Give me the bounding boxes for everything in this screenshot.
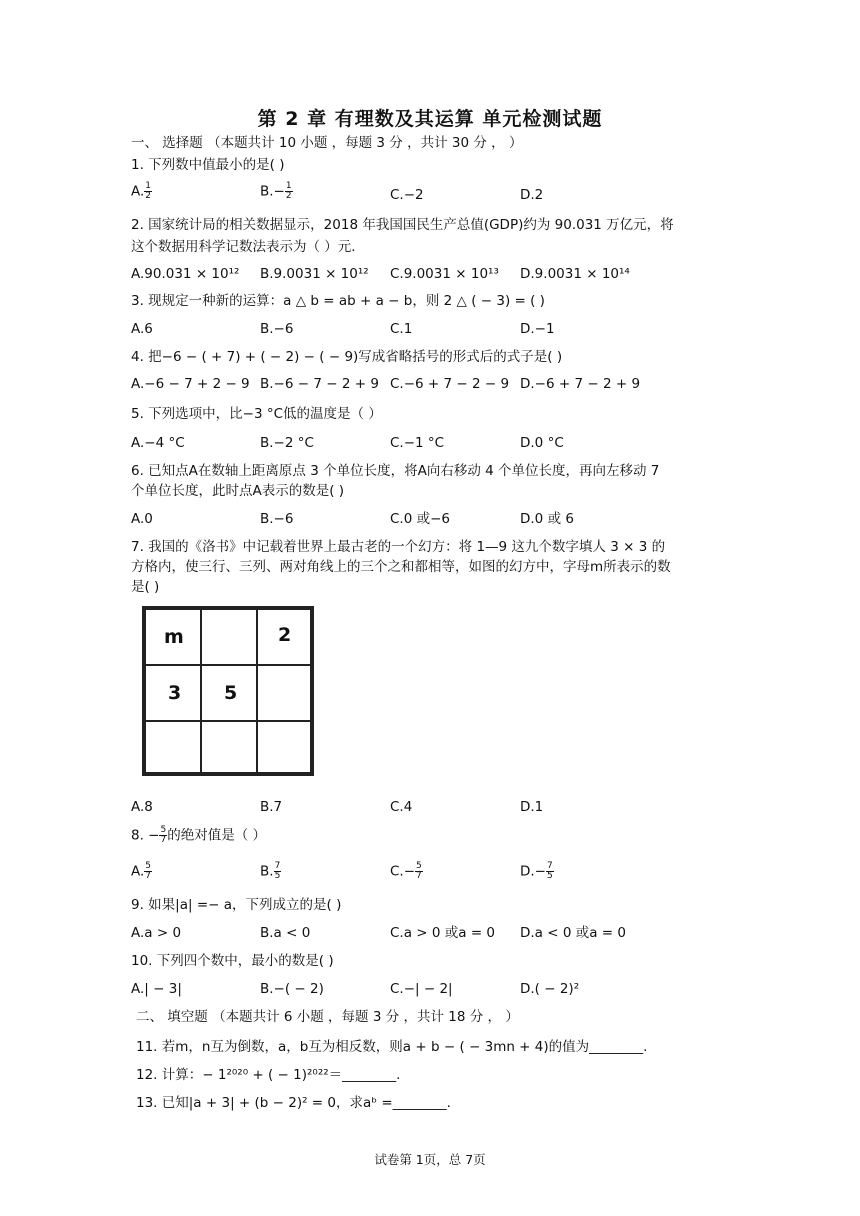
q4-option-d: D.−6 + 7 − 2 + 9: [520, 376, 641, 392]
q3-option-d: D.−1: [520, 321, 555, 337]
question-7-line-1: 7. 我国的《洛书》中记载着世界上最古老的一个幻方：将 1—9 这九个数字填人 3 × 3 的: [131, 539, 666, 555]
question-2-line-2: 这个数据用科学记数法表示为（ ）元.: [131, 239, 356, 255]
q4-option-c: C.−6 + 7 − 2 − 9: [390, 376, 510, 392]
q2-option-c: C.9.0031 × 10¹³: [390, 266, 499, 282]
q6-option-c: C.0 或−6: [390, 511, 450, 527]
magic-square-cell: [145, 721, 201, 773]
question-11: 11. 若m，n互为倒数，a，b互为相反数，则a + b − ( − 3mn + 4)的值为________.: [136, 1039, 648, 1055]
question-12: 12. 计算：− 1²⁰²⁰ + ( − 1)²⁰²²＝________.: [136, 1067, 401, 1083]
section-heading-fill-in: 二、 填空题 （本题共计 6 小题 ，每题 3 分 ，共计 18 分 ， ）: [136, 1009, 519, 1025]
question-1: 1. 下列数中值最小的是( ): [131, 157, 285, 173]
q8-option-d: D.− $\frac{7}{5}$: [520, 861, 553, 881]
q1-option-a: A. $\frac{1}{2}$: [131, 181, 152, 201]
magic-square-cell: [201, 721, 257, 773]
magic-square-cell: m: [145, 609, 201, 665]
q9-option-c: C.a > 0 或a = 0: [390, 925, 496, 941]
magic-square-figure: [142, 606, 314, 776]
q6-option-b: B.−6: [260, 511, 294, 527]
q3-option-c: C.1: [390, 321, 413, 337]
question-7-line-2: 方格内，使三行、三列、两对角线上的三个之和都相等，如图的幻方中，字母m所表示的数: [131, 559, 671, 575]
q5-option-a: A.−4 °C: [131, 435, 185, 451]
question-6-line-1: 6. 已知点A在数轴上距离原点 3 个单位长度，将A向右移动 4 个单位长度，再向左移动 7: [131, 463, 660, 479]
question-9: 9. 如果|a| =− a，下列成立的是( ): [131, 897, 342, 913]
q9-option-a: A.a > 0: [131, 925, 182, 941]
magic-square-cell: [257, 721, 311, 773]
q2-option-b: B.9.0031 × 10¹²: [260, 266, 369, 282]
q8-option-a: A. $\frac{5}{7}$: [131, 861, 152, 881]
page-title: 第 2 章 有理数及其运算 单元检测试题: [257, 108, 603, 130]
q10-option-d: D.( − 2)²: [520, 981, 580, 997]
magic-square-cell: [201, 609, 257, 665]
q5-option-b: B.−2 °C: [260, 435, 314, 451]
magic-square-cell: 2: [257, 609, 311, 665]
q7-option-b: B.7: [260, 799, 283, 815]
magic-square-cell: [257, 665, 311, 721]
magic-square-cell: 3: [145, 665, 201, 721]
question-8: 8. − $\frac{5}{7}$ 的绝对值是（ ）: [131, 825, 267, 845]
q7-option-c: C.4: [390, 799, 413, 815]
question-7-line-3: 是( ): [131, 579, 160, 595]
q7-option-a: A.8: [131, 799, 153, 815]
q10-option-b: B.−( − 2): [260, 981, 324, 997]
question-13: 13. 已知|a + 3| + (b − 2)² = 0，求aᵇ =________.: [136, 1095, 451, 1111]
q4-option-b: B.−6 − 7 − 2 + 9: [260, 376, 379, 392]
q6-option-a: A.0: [131, 511, 153, 527]
section-heading-choice: 一、 选择题 （本题共计 10 小题 ，每题 3 分 ，共计 30 分 ， ）: [131, 135, 523, 151]
q5-option-d: D.0 °C: [520, 435, 564, 451]
q10-option-c: C.−| − 2|: [390, 981, 453, 997]
question-6-line-2: 个单位长度，此时点A表示的数是( ): [131, 483, 345, 499]
q8-option-c: C.− $\frac{5}{7}$: [390, 861, 422, 881]
q10-option-a: A.| − 3|: [131, 981, 182, 997]
q2-option-a: A.90.031 × 10¹²: [131, 266, 240, 282]
q3-option-b: B.−6: [260, 321, 294, 337]
q8-option-b: B. $\frac{7}{5}$: [260, 861, 281, 881]
q6-option-d: D.0 或 6: [520, 511, 574, 527]
page-footer: 试卷第 1页，总 7页: [374, 1152, 486, 1167]
question-4: 4. 把−6 − ( + 7) + ( − 2) − ( − 9)写成省略括号的形式后的式子是( ): [131, 349, 563, 365]
question-2-line-1: 2. 国家统计局的相关数据显示，2018 年我国国民生产总值(GDP)约为 90.031 万亿元，将: [131, 217, 674, 233]
q2-option-d: D.9.0031 × 10¹⁴: [520, 266, 630, 282]
magic-square-cell: 5: [201, 665, 257, 721]
question-3: 3. 现规定一种新的运算：a △ b = ab + a − b，则 2 △ ( − 3) = ( ): [131, 293, 545, 309]
q4-option-a: A.−6 − 7 + 2 − 9: [131, 376, 250, 392]
q7-option-d: D.1: [520, 799, 544, 815]
q3-option-a: A.6: [131, 321, 153, 337]
q1-option-b: B.− $\frac{1}{2}$: [260, 181, 292, 201]
question-5: 5. 下列选项中，比−3 °C低的温度是（ ）: [131, 406, 382, 422]
q9-option-b: B.a < 0: [260, 925, 311, 941]
q1-option-d: D.2: [520, 187, 544, 203]
q1-option-c: C.−2: [390, 187, 424, 203]
question-10: 10. 下列四个数中，最小的数是( ): [131, 953, 334, 969]
q5-option-c: C.−1 °C: [390, 435, 445, 451]
q9-option-d: D.a < 0 或a = 0: [520, 925, 626, 941]
